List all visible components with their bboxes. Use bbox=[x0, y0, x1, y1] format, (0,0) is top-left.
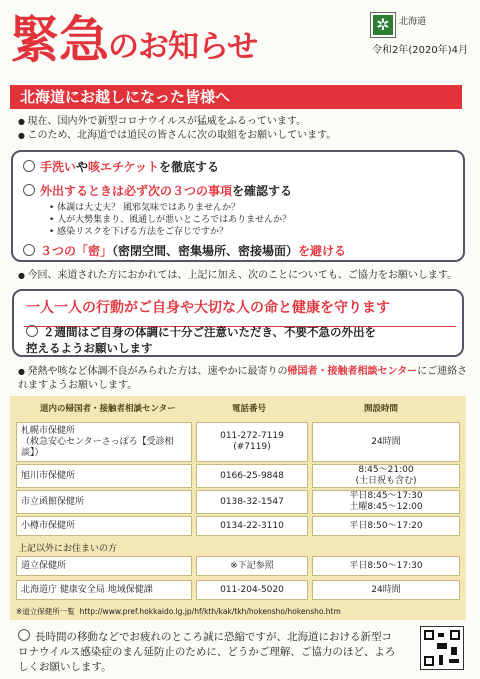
table-row-hours: 8:45～21:00 (土日祝も含む) bbox=[312, 464, 460, 488]
table-row-tel: 0138-32-1547 bbox=[196, 490, 308, 514]
table-row-tel: 0134-22-3110 bbox=[196, 516, 308, 536]
org-name: 北海道 bbox=[399, 17, 427, 27]
check-item: • 感染リスクを下げる方法をご存じですか？ bbox=[49, 226, 228, 238]
measure-outing-check: 外出するときは必ず次の３つの事項を確認する bbox=[23, 182, 292, 199]
self-care-text: ２週間はご自身の体調に十分ご注意いただき、不要不急の外出を 控えるようお願いします bbox=[26, 325, 377, 355]
consultation-table bbox=[10, 396, 466, 620]
title-main: 緊急 bbox=[10, 11, 108, 69]
table-row-hours: 平日8:50～17:30 bbox=[312, 556, 460, 576]
self-care-box bbox=[12, 289, 464, 357]
circle-icon bbox=[18, 629, 30, 641]
check-item: • 体調は大丈夫？ 風邪気味ではありませんか？ bbox=[49, 202, 240, 214]
intro-line: ● このため、北海道では道民の皆さんに次の取組をお願いしています。 bbox=[18, 129, 468, 143]
table-row-tel: ※下記参照 bbox=[196, 556, 308, 576]
table-row-name: 市立函館保健所 bbox=[16, 490, 192, 514]
col-header-hours: 開設時間 bbox=[364, 404, 399, 414]
self-care-headline: 一人一人の行動がご自身や大切な人の命と健康を守ります bbox=[26, 300, 390, 316]
table-row-tel: 011-204-5020 bbox=[196, 580, 308, 600]
footer-message: 長時間の移動などでお疲れのところ誠に恐縮ですが、北海道における新型コロナウイルス感染症のまん延防止のために、どうかご理解、ご協力のほど、よろしくお願いします。 bbox=[18, 631, 396, 673]
circle-icon bbox=[23, 160, 35, 172]
health-center-list-link[interactable]: ※道立保健所一覧 http://www.pref.hokkaido.lg.jp/hf/kth/kak/tkh/hokensho/hokensho.htm bbox=[16, 607, 341, 616]
title-rest: のお知らせ bbox=[108, 29, 258, 65]
intro-text bbox=[18, 115, 468, 143]
intro-line: ● 現在、国内外で新型コロナウイルスが猛威をふるっています。 bbox=[18, 115, 468, 129]
table-row-name: 旭川市保健所 bbox=[16, 464, 192, 488]
hokkaido-logo-icon: ✲ bbox=[370, 12, 396, 38]
measures-box bbox=[11, 150, 465, 262]
visitor-notice: ● 今回、来道された方におかれては、上記に加え、次のことについても、ご協力をお願いします。 bbox=[18, 266, 457, 281]
measure-avoid-3c: ３つの「密」（密閉空間、密集場所、密接場面）を避ける bbox=[23, 242, 346, 259]
table-row-name: 北海道庁 健康安全局 地域保健課 bbox=[16, 580, 192, 600]
table-row-name: 小樽市保健所 bbox=[16, 516, 192, 536]
issue-date: 令和2年(2020年)4月 bbox=[372, 45, 468, 56]
col-header-tel: 電話番号 bbox=[232, 404, 267, 414]
circle-icon bbox=[23, 184, 35, 196]
table-row-tel: 0166-25-9848 bbox=[196, 464, 308, 488]
circle-icon bbox=[26, 325, 38, 337]
measure-handwashing: 手洗いや咳エチケットを徹底する bbox=[23, 158, 219, 175]
audience-banner: 北海道にお越しになった皆様へ bbox=[10, 85, 462, 109]
col-header-center: 道内の帰国者・接触者相談センター bbox=[40, 404, 176, 414]
table-row-hours: 24時間 bbox=[312, 422, 460, 462]
table-row-tel: 011-272-7119 (#7119) bbox=[196, 422, 308, 462]
table-row-hours: 平日8:45～17:30 土曜8:45～12:00 bbox=[312, 490, 460, 514]
qr-code-icon[interactable] bbox=[420, 626, 464, 670]
circle-icon bbox=[23, 244, 35, 256]
section-label-other: 上記以外にお住まいの方 bbox=[18, 544, 118, 554]
check-item: • 人が大勢集まり、風通しが悪いところではありませんか？ bbox=[49, 214, 291, 226]
table-row-hours: 24時間 bbox=[312, 580, 460, 600]
table-row-hours: 平日8:50～17:20 bbox=[312, 516, 460, 536]
table-row-name: 道立保健所 bbox=[16, 556, 192, 576]
table-row-name: 札幌市保健所 （救急安心センターさっぽろ【受診相談】） bbox=[16, 422, 192, 462]
fever-notice: ● 発熱や咳など体調不良がみられた方は、速やかに最寄りの帰国者・接触者相談センターにご連絡されますようお願いします。 bbox=[18, 365, 468, 393]
page-title bbox=[10, 8, 257, 79]
